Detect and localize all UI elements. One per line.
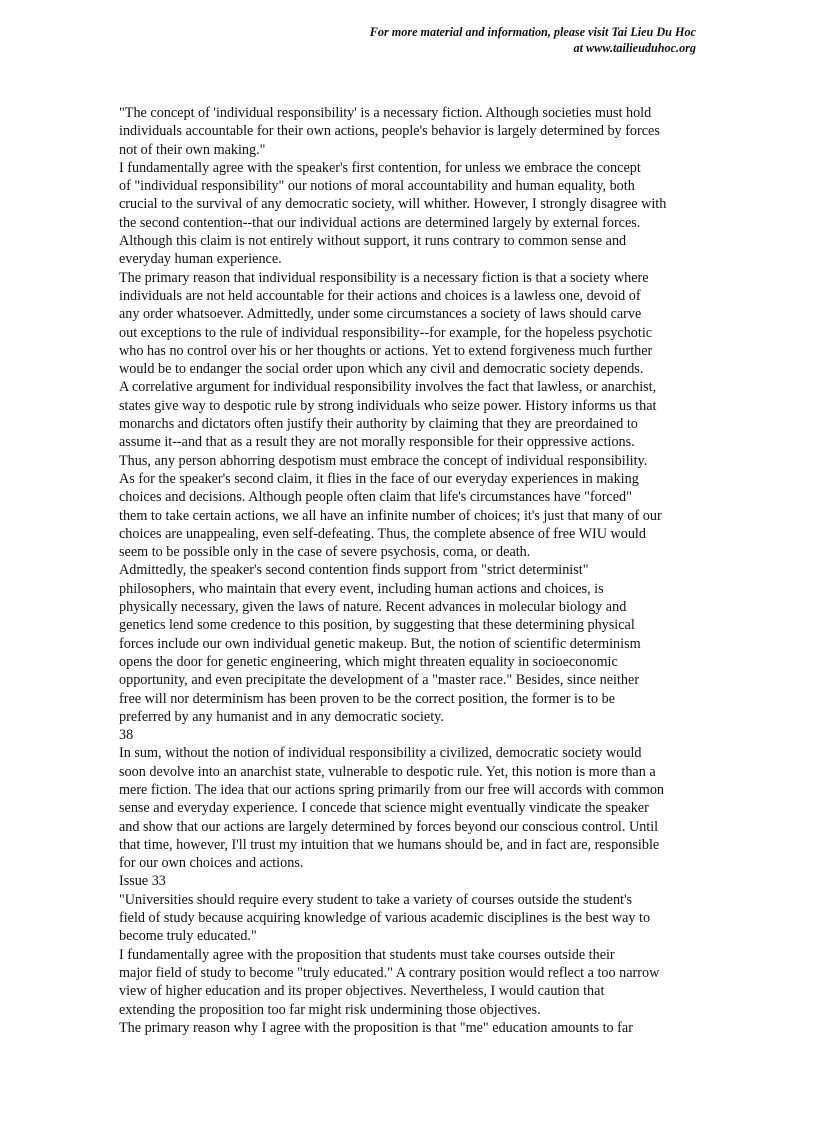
text-line: Thus, any person abhorring despotism must embrace the concept of individual responsibility. <box>119 452 648 469</box>
text-line: I fundamentally agree with the speaker's first contention, for unless we embrace the concept <box>119 159 641 176</box>
text-line: seem to be possible only in the case of severe psychosis, coma, or death. <box>119 544 531 561</box>
text-line: free will nor determinism has been proven to be the correct position, the former is to be <box>119 690 616 707</box>
text-line: extending the proposition too far might risk undermining those objectives. <box>119 1001 541 1018</box>
text-line: The primary reason why I agree with the proposition is that "me" education amounts to far <box>119 1019 633 1036</box>
text-line: and show that our actions are largely determined by forces beyond our conscious control. Until <box>119 818 659 835</box>
text-line: I fundamentally agree with the proposition that students must take courses outside their <box>119 946 615 963</box>
text-line: genetics lend some credence to this position, by suggesting that these determining physical <box>119 617 635 634</box>
text-line: choices are unappealing, even self-defeating. Thus, the complete absence of free WIU would <box>119 525 646 542</box>
text-line: that time, however, I'll trust my intuition that we humans should be, and in fact are, responsible <box>119 836 660 853</box>
text-line: opens the door for genetic engineering, which might threaten equality in socioeconomic <box>119 653 618 670</box>
text-line: everyday human experience. <box>119 251 282 268</box>
text-line: who has no control over his or her thoughts or actions. Yet to extend forgiveness much further <box>119 342 653 359</box>
text-line: not of their own making." <box>119 141 266 158</box>
text-line: assume it--and that as a result they are not morally responsible for their oppressive actions. <box>119 434 635 451</box>
text-line: forces include our own individual genetic makeup. But, the notion of scientific determinism <box>119 635 641 652</box>
text-line: soon devolve into an anarchist state, vulnerable to despotic rule. Yet, this notion is more than a <box>119 763 656 780</box>
page-header <box>370 24 696 56</box>
text-line: In sum, without the notion of individual responsibility a civilized, democratic society would <box>119 745 642 762</box>
text-line: "The concept of 'individual responsibility' is a necessary fiction. Although societies must hold <box>119 105 652 121</box>
document-body <box>119 104 699 1037</box>
text-line: philosophers, who maintain that every event, including human actions and choices, is <box>119 580 604 597</box>
text-line: individuals are not held accountable for their actions and choices is a lawless one, devoid of <box>119 287 641 304</box>
text-line: for our own choices and actions. <box>119 855 304 872</box>
text-line: them to take certain actions, we all have an infinite number of choices; it's just that many of our <box>119 507 662 524</box>
text-line: the second contention--that our individual actions are determined largely by external forces. <box>119 214 641 231</box>
text-line: preferred by any humanist and in any democratic society. <box>119 708 444 725</box>
text-line: "Universities should require every student to take a variety of courses outside the student's <box>119 891 633 908</box>
text-line: individuals accountable for their own actions, people's behavior is largely determined by forces <box>119 123 660 140</box>
text-line: Although this claim is not entirely without support, it runs contrary to common sense and <box>119 233 627 250</box>
text-line: opportunity, and even precipitate the development of a "master race." Besides, since neither <box>119 672 640 689</box>
text-line: any order whatsoever. Admittedly, under some circumstances a society of laws should carve <box>119 306 642 323</box>
text-line: of "individual responsibility" our notions of moral accountability and human equality, both <box>119 178 635 195</box>
text-line: crucial to the survival of any democratic society, will whither. However, I strongly disagree with <box>119 196 667 213</box>
text-line: 38 <box>119 727 134 744</box>
text-line: Issue 33 <box>119 873 166 890</box>
header-line-2: at www.tailieuduhoc.org <box>573 41 696 55</box>
header-line-1: For more material and information, please visit Tai Lieu Du Hoc <box>369 25 696 39</box>
text-line: states give way to despotic rule by strong individuals who seize power. History informs us that <box>119 397 657 414</box>
text-line: would be to endanger the social order upon which any civil and democratic society depends. <box>119 361 644 378</box>
text-line: major field of study to become "truly educated." A contrary position would reflect a too narrow <box>119 964 660 981</box>
text-line: physically necessary, given the laws of nature. Recent advances in molecular biology and <box>119 599 627 616</box>
text-line: monarchs and dictators often justify their authority by claiming that they are preordained to <box>119 416 638 433</box>
text-line: Admittedly, the speaker's second contention finds support from "strict determinist" <box>119 562 589 579</box>
text-line: The primary reason that individual responsibility is a necessary fiction is that a society where <box>119 269 649 286</box>
text-line: field of study because acquiring knowledge of various academic disciplines is the best way to <box>119 910 651 927</box>
text-line: view of higher education and its proper objectives. Nevertheless, I would caution that <box>119 983 605 1000</box>
text-line: A correlative argument for individual responsibility involves the fact that lawless, or anarchist, <box>119 379 657 396</box>
text-line: As for the speaker's second claim, it flies in the face of our everyday experiences in making <box>119 470 639 487</box>
text-line: become truly educated." <box>119 928 257 945</box>
text-line: sense and everyday experience. I concede that science might eventually vindicate the speaker <box>119 800 649 817</box>
text-line: out exceptions to the rule of individual responsibility--for example, for the hopeless psychotic <box>119 324 653 341</box>
text-line: mere fiction. The idea that our actions spring primarily from our free will accords with common <box>119 781 665 798</box>
text-line: choices and decisions. Although people often claim that life's circumstances have "forced" <box>119 489 632 506</box>
